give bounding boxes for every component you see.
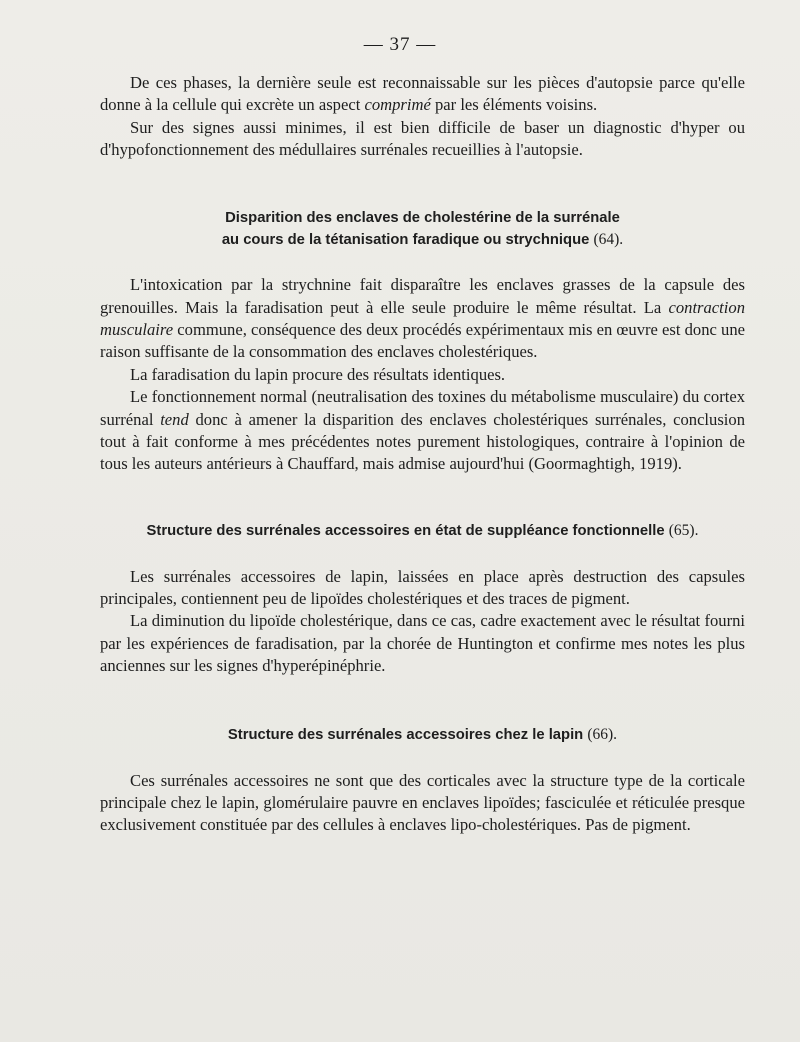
- italic-term: contraction musculaire: [100, 297, 745, 340]
- section65-paragraph-2: La diminution du lipoïde cholestérique, dans ce cas, cadre exactement avec le résultat fourni par les expériences de faradisation, par la chorée de Huntington et confirme mes notes les plus anciennes sur les signes d'hyperépinéphrie.: [100, 611, 745, 676]
- section-heading-64: [100, 208, 745, 253]
- section64-paragraph-3: [100, 386, 745, 476]
- heading-line-1: Disparition des enclaves de cholestérine de la surrénale: [225, 209, 620, 226]
- heading-text: au cours de la tétanisation faradique ou strychnique: [221, 232, 590, 249]
- section-heading-65: [100, 520, 745, 543]
- text-run: L'intoxication par la strychnine fait disparaître les enclaves grasses de la capsule des grenouilles. Mais la faradisation peut à elle seule produire le même résultat. La: [100, 275, 745, 317]
- reference-number: (65).: [668, 521, 699, 539]
- text-run: par les éléments voisins.: [430, 95, 598, 115]
- text-run: Le fonctionnement normal (neutralisation des toxines du métabolisme musculaire) du cortex surrénal: [100, 387, 745, 429]
- reference-number: (66).: [587, 725, 618, 743]
- heading-text: Structure des surrénales accessoires chez le lapin: [227, 726, 584, 743]
- text-run: donc à amener la disparition des enclaves cholestériques surrénales, conclusion tout à fait conforme à mes précédentes notes purement histologiques, contraire à l'opinion de tous les auteurs antérieurs à Chauffard, mais admise aujourd'hui (Goormaghtigh, 1919).: [100, 409, 745, 474]
- page-number: — 37 —: [363, 34, 437, 55]
- text-run: commune, conséquence des deux procédés expérimentaux mis en œuvre est donc une raison suffisante de la consommation des enclaves cholestériques.: [100, 320, 745, 362]
- section64-paragraph-2: La faradisation du lapin procure des résultats identiques.: [130, 364, 506, 384]
- intro-paragraph-2: Sur des signes aussi minimes, il est bien difficile de baser un diagnostic d'hyper ou d'hypofonctionnement des médullaires surrénales recueillies à l'autopsie.: [100, 117, 745, 160]
- section64-paragraph-1: [100, 274, 745, 364]
- page-content: [100, 72, 745, 837]
- section66-paragraph-1: Ces surrénales accessoires ne sont que des corticales avec la structure type de la corticale principale chez le lapin, glomérulaire pauvre en enclaves lipoïdes; fasciculée et réticulée presque exclusivement constituée par des cellules à enclaves lipo-cholestériques. Pas de pigment.: [100, 770, 745, 835]
- intro-paragraph-1: [100, 72, 745, 117]
- heading-line-2: [100, 229, 745, 252]
- italic-term: tend: [160, 409, 189, 429]
- text-run: De ces phases, la dernière seule est reconnaissable sur les pièces d'autopsie parce qu'elle donne à la cellule qui excrète un aspect: [100, 73, 745, 115]
- reference-number: (64).: [593, 231, 624, 249]
- italic-term: comprimé: [364, 95, 431, 115]
- section-heading-66: [100, 724, 745, 747]
- heading-text: Structure des surrénales accessoires en état de suppléance fonctionnelle: [146, 522, 665, 539]
- section65-paragraph-1: Les surrénales accessoires de lapin, laissées en place après destruction des capsules principales, contiennent peu de lipoïdes cholestériques et des traces de pigment.: [100, 566, 745, 609]
